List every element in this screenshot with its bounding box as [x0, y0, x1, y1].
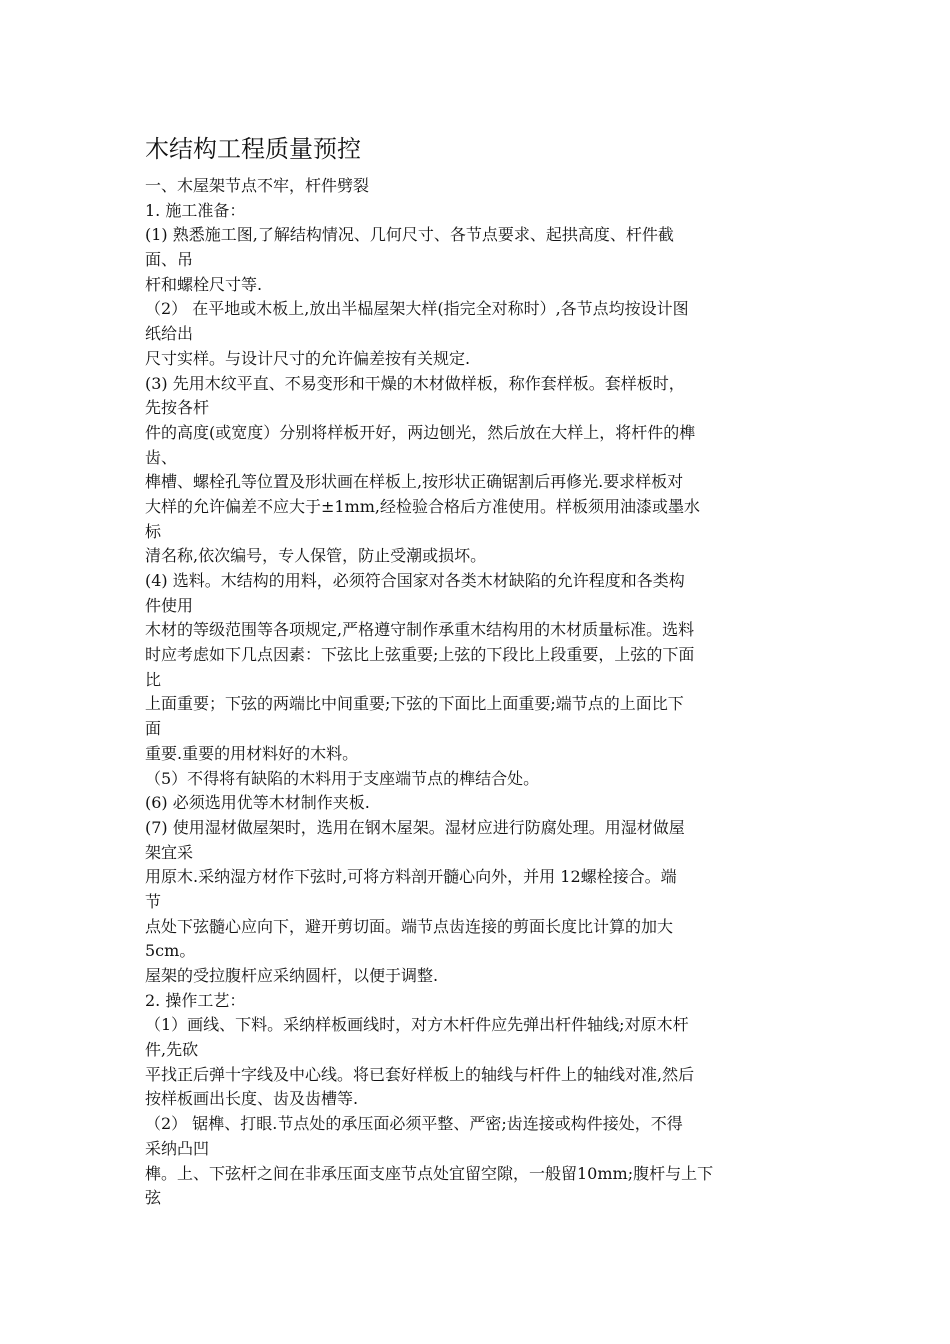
text-line: 平找正后弹十字线及中心线。将已套好样板上的轴线与杆件上的轴线对准,然后 [145, 1064, 695, 1084]
text-line: 比 [145, 669, 162, 689]
text-line: 榫槽、螺栓孔等位置及形状画在样板上,按形状正确锯割后再修光.要求样板对 [145, 472, 684, 492]
text-line: 采纳凸凹 [145, 1138, 210, 1158]
text-line: 木材的等级范围等各项规定,严格遵守制作承重木结构用的木材质量标准。选料 [145, 620, 695, 640]
text-line: 1. 施工准备： [145, 200, 246, 220]
text-line: 榫。上、下弦杆之间在非承压面支座节点处宜留空隙，一般留10mm;腹杆与上下 [145, 1163, 714, 1183]
text-line: 先按各杆 [145, 398, 210, 418]
text-line: 重要.重要的用材料好的木料。 [145, 743, 359, 763]
text-line: 弦 [145, 1188, 162, 1208]
text-line: (3) 先用木纹平直、不易变形和干燥的木材做样板，称作套样板。套样板时， [145, 373, 685, 393]
text-line: 清名称,依次编号，专人保管，防止受潮或损坏。 [145, 546, 487, 566]
text-line: 件使用 [145, 595, 194, 615]
text-line: 屋架的受拉腹杆应采纳圆杆，以便于调整. [145, 966, 439, 985]
document-body [145, 174, 805, 1211]
text-line: 尺寸实样。与设计尺寸的允许偏差按有关规定. [145, 348, 471, 368]
text-line: 时应考虑如下几点因素：下弦比上弦重要;上弦的下段比上段重要，上弦的下面 [145, 645, 695, 665]
text-line: 节 [145, 891, 162, 911]
text-line: （2） 在平地或木板上,放出半榀屋架大样(指完全对称时）,各节点均按设计图 [145, 299, 689, 319]
text-line: 架宜采 [145, 842, 194, 862]
text-line: 杆和螺栓尺寸等. [145, 274, 263, 294]
text-line: 件,先砍 [145, 1040, 199, 1060]
text-line: 一、木屋架节点不牢，杆件劈裂 [145, 176, 370, 195]
document-title: 木结构工程质量预控 [145, 135, 361, 163]
text-line: （2） 锯榫、打眼.节点处的承压面必须平整、严密;齿连接或构件接处，不得 [145, 1114, 683, 1134]
text-line: 大样的允许偏差不应大于±1mm,经检验合格后方准使用。样板须用油漆或墨水 [145, 496, 701, 516]
text-line: (6) 必须选用优等木材制作夹板. [145, 793, 370, 813]
text-line: 点处下弦髓心应向下，避开剪切面。端节点齿连接的剪面长度比计算的加大 [145, 916, 674, 936]
text-line: 面、吊 [145, 250, 194, 270]
text-line: (1) 熟悉施工图,了解结构情况、几何尺寸、各节点要求、起拱高度、杆件截 [145, 225, 674, 245]
text-line: （1）画线、下料。采纳样板画线时，对方木杆件应先弹出杆件轴线;对原木杆 [145, 1015, 689, 1035]
text-line: (4) 选料。木结构的用料，必须符合国家对各类木材缺陷的允许程度和各类构 [145, 571, 685, 590]
text-line: 标 [145, 521, 162, 541]
text-line: 上面重要；下弦的两端比中间重要;下弦的下面比上面重要;端节点的上面比下 [145, 694, 684, 714]
text-line: 齿、 [145, 447, 178, 467]
text-line: (7) 使用湿材做屋架时，选用在钢木屋架。湿材应进行防腐处理。用湿材做屋 [145, 817, 685, 837]
text-line: 5cm。 [145, 941, 196, 961]
text-line: 纸给出 [145, 324, 194, 344]
text-line: 按样板画出长度、齿及齿槽等. [145, 1089, 359, 1109]
text-line: 面 [145, 719, 162, 739]
text-line: 件的高度(或宽度）分别将样板开好，两边刨光，然后放在大样上，将杆件的榫 [145, 422, 696, 442]
text-line: 2. 操作工艺： [145, 990, 246, 1010]
text-line: 用原木.采纳湿方材作下弦时,可将方料剖开髓心向外，并用 12螺栓接合。端 [145, 867, 677, 887]
text-line: （5）不得将有缺陷的木料用于支座端节点的榫结合处。 [145, 768, 540, 788]
